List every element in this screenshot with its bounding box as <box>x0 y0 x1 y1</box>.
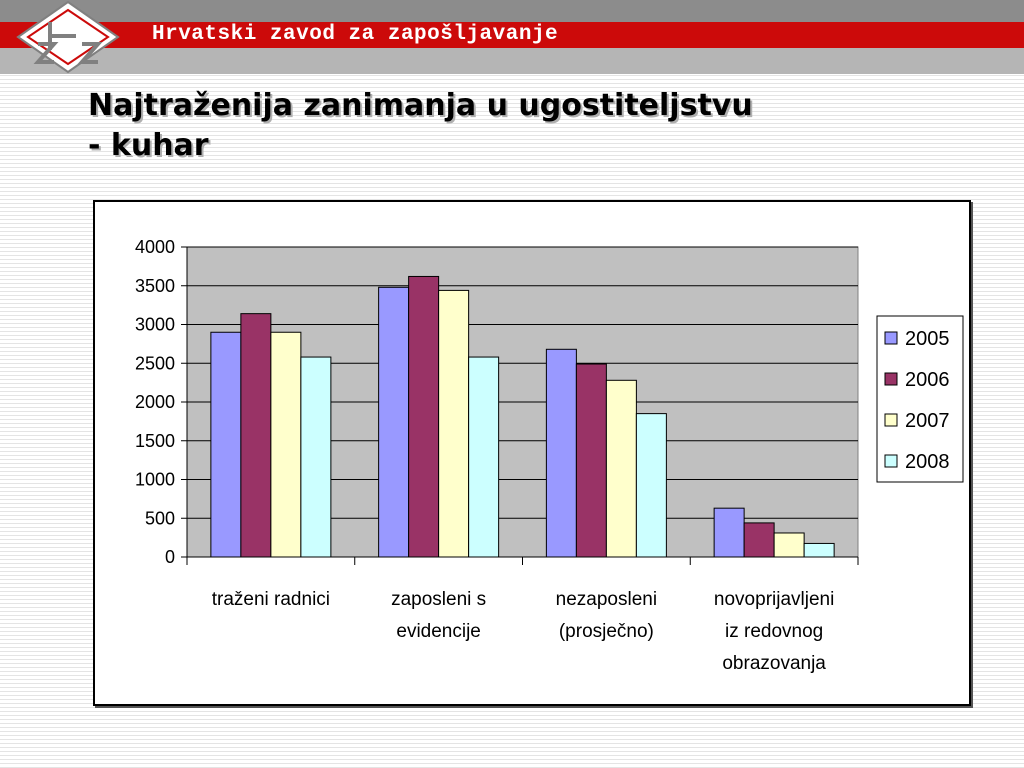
slide-title-line-2: - kuhar <box>88 128 209 163</box>
bar-2007 <box>439 290 469 557</box>
legend-label: 2008 <box>905 451 950 473</box>
bar-2005 <box>211 332 241 557</box>
y-tick-label: 4000 <box>134 237 175 257</box>
bar-2007 <box>774 533 804 557</box>
bar-2006 <box>241 314 271 557</box>
hzz-logo-icon <box>16 0 120 74</box>
bar-chart <box>95 202 969 704</box>
x-tick-label: traženi radnici <box>211 589 331 610</box>
bar-2008 <box>636 414 666 557</box>
x-tick-label: nezaposleni <box>555 589 658 610</box>
y-tick-label: 2500 <box>134 353 175 374</box>
y-tick-label: 3000 <box>134 314 175 335</box>
bar-2005 <box>714 508 744 557</box>
x-tick-label: novoprijavljeni <box>713 589 835 610</box>
x-tick-label: (prosječno) <box>558 621 654 642</box>
bar-2005 <box>379 287 409 557</box>
legend-label: 2006 <box>905 369 950 391</box>
y-tick-label: 1500 <box>134 430 175 451</box>
y-tick-label: 2000 <box>134 392 175 412</box>
slide-title <box>88 86 988 166</box>
legend-swatch-2005 <box>885 332 897 344</box>
bar-2005 <box>546 349 576 557</box>
bar-2007 <box>606 380 636 557</box>
bar-2007 <box>271 332 301 557</box>
x-tick-label: obrazovanja <box>722 653 826 674</box>
chart-frame <box>93 200 971 706</box>
header-bottom-band <box>0 48 1024 74</box>
org-name: Hrvatski zavod za zapošljavanje <box>152 23 559 46</box>
legend-swatch-2007 <box>885 414 897 426</box>
bar-2006 <box>744 523 774 557</box>
legend-label: 2005 <box>905 328 950 350</box>
slide-title-line-1: Najtraženija zanimanja u ugostiteljstvu <box>88 88 753 123</box>
y-tick-label: 3500 <box>134 275 175 296</box>
legend-swatch-2006 <box>885 373 897 385</box>
x-tick-label: zaposleni s <box>391 589 487 610</box>
legend-label: 2007 <box>905 410 950 432</box>
x-tick-label: evidencije <box>396 621 481 642</box>
bar-2008 <box>301 357 331 557</box>
header-top-band <box>0 0 1024 22</box>
y-tick-label: 0 <box>164 547 175 567</box>
bar-2006 <box>409 276 439 557</box>
x-tick-label: iz redovnog <box>725 621 824 642</box>
bar-2006 <box>576 364 606 557</box>
bar-2008 <box>469 357 499 557</box>
y-tick-label: 1000 <box>134 469 175 490</box>
legend-swatch-2008 <box>885 455 897 467</box>
y-tick-label: 500 <box>144 508 175 529</box>
bar-2008 <box>804 543 834 557</box>
